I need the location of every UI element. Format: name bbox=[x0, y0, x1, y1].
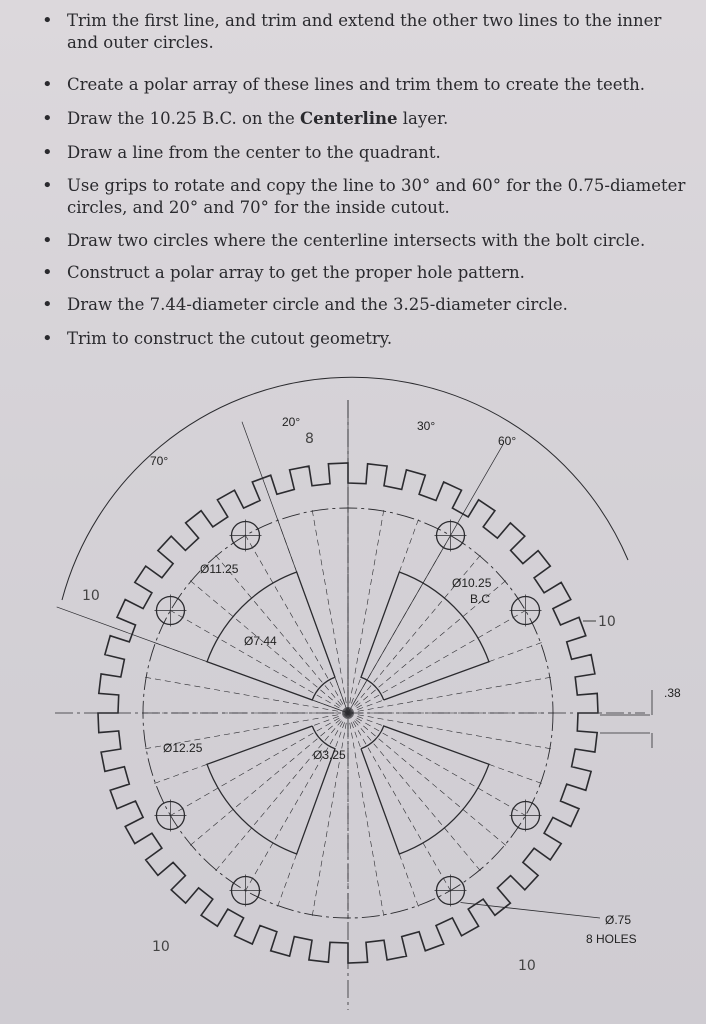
radial-line bbox=[348, 713, 545, 785]
diameter-10-25-label: Ø10.25 bbox=[452, 576, 492, 590]
radial-line bbox=[348, 713, 420, 910]
instruction-text: Trim to construct the cutout geometry. bbox=[67, 329, 393, 348]
bolt-circle-label: B.C bbox=[470, 592, 491, 606]
bullet-icon: • bbox=[42, 262, 53, 283]
handwritten-note: 8 bbox=[305, 431, 314, 447]
angle-leader bbox=[57, 607, 348, 713]
bullet-icon: • bbox=[42, 74, 53, 95]
tooth-depth-label: .38 bbox=[664, 686, 681, 700]
text-post: layer. bbox=[397, 109, 449, 128]
bullet-icon: • bbox=[42, 108, 53, 129]
instruction-text: Draw a line from the center to the quadrant. bbox=[67, 143, 441, 162]
angle-leader bbox=[242, 422, 348, 713]
diameter-12-25-label: Ø12.25 bbox=[163, 741, 203, 755]
instruction-text: Use grips to rotate and copy the line to 30° and 60° for the 0.75-diameter circles, and 20° and 70° for the inside cutout. bbox=[67, 176, 686, 217]
bullet-icon: • bbox=[42, 328, 53, 349]
instruction-text: Create a polar array of these lines and trim them to create the teeth. bbox=[67, 75, 646, 94]
handwritten-note: 10 bbox=[152, 939, 170, 955]
bullet-icon: • bbox=[42, 175, 53, 196]
layer-name: Centerline bbox=[300, 109, 398, 128]
text-pre: Draw the 10.25 B.C. on the bbox=[67, 109, 301, 128]
bullet-icon: • bbox=[42, 294, 53, 315]
bullet-icon: • bbox=[42, 230, 53, 251]
instruction-text: Trim the first line, and trim and extend the other two lines to the inner and outer circles. bbox=[67, 11, 662, 52]
radial-line bbox=[276, 713, 348, 910]
handwritten-note: 10 bbox=[82, 588, 100, 604]
cutout-sector bbox=[361, 726, 489, 854]
instruction-text: Draw two circles where the centerline intersects with the bolt circle. bbox=[67, 231, 646, 250]
cutout-sector bbox=[207, 726, 335, 854]
instruction-text: Construct a polar array to get the proper hole pattern. bbox=[67, 263, 525, 282]
instruction-text bbox=[67, 108, 697, 130]
hole-count-label: 8 HOLES bbox=[586, 932, 637, 946]
gear-drawing bbox=[0, 370, 706, 1024]
angle-60-label: 60° bbox=[498, 434, 517, 448]
diameter-3-25-label: Ø3.25 bbox=[313, 748, 346, 762]
angle-70-label: 70° bbox=[150, 454, 169, 468]
radial-line bbox=[348, 641, 545, 713]
angle-30-label: 30° bbox=[417, 419, 436, 433]
handwritten-note: 10 bbox=[598, 614, 616, 630]
hole-diameter-label: Ø.75 bbox=[605, 913, 632, 927]
instruction-text: Draw the 7.44-diameter circle and the 3.25-diameter circle. bbox=[67, 295, 568, 314]
radial-line bbox=[348, 516, 420, 713]
bullet-icon: • bbox=[42, 142, 53, 163]
diameter-7-44-label: Ø7.44 bbox=[244, 634, 277, 648]
gear-geometry bbox=[55, 377, 652, 1010]
diameter-11-25-label: Ø11.25 bbox=[200, 562, 239, 576]
angle-20-label: 20° bbox=[282, 415, 301, 429]
hole-leader bbox=[461, 903, 601, 918]
handwritten-note: 10 bbox=[518, 958, 536, 974]
bullet-icon: • bbox=[42, 10, 53, 31]
